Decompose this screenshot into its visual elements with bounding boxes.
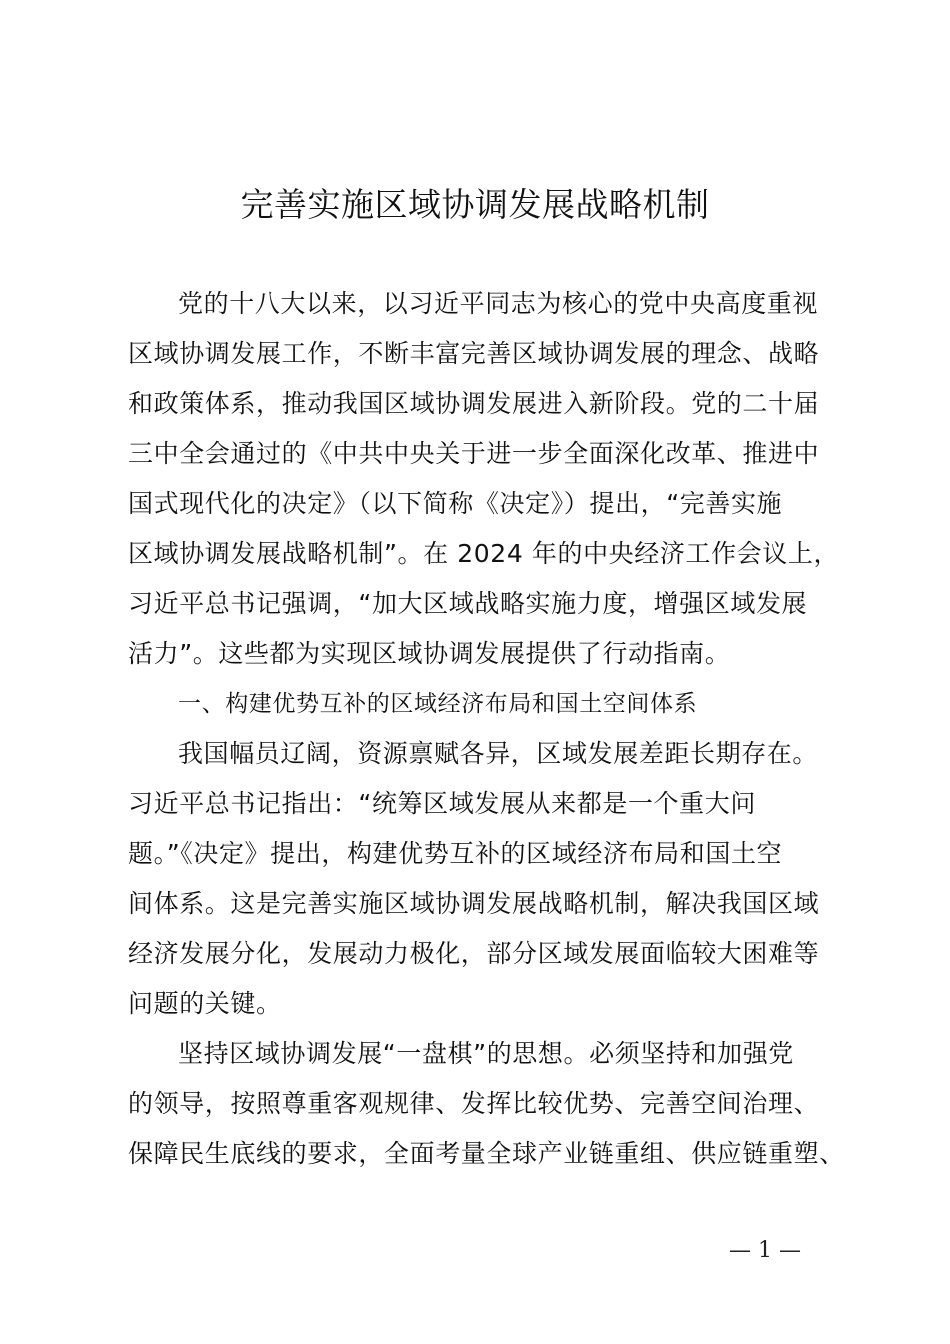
paragraph-line: 活力”。这些都为实现区域协调发展提供了行动指南。 [128, 639, 731, 668]
paragraph-line: 国式现代化的决定》（以下简称《决定》）提出，“完善实施 [128, 489, 783, 518]
paragraph-line: 题。”《决定》提出，构建优势互补的区域经济布局和国土空 [128, 839, 783, 868]
paragraph-line: 问题的关键。 [128, 989, 282, 1018]
section-heading: 一、构建优势互补的区域经济布局和国土空间体系 [178, 691, 698, 717]
paragraph-line: 和政策体系，推动我国区域协调发展进入新阶段。党的二十届 [128, 389, 820, 418]
paragraph-line: 区域协调发展工作，不断丰富完善区域协调发展的理念、战略 [128, 339, 820, 368]
document-title: 完善实施区域协调发展战略机制 [240, 185, 710, 224]
paragraph-line: 三中全会通过的《中共中央关于进一步全面深化改革、推进中 [128, 439, 820, 468]
page-number: — 1 — [729, 1238, 801, 1263]
paragraph-line: 我国幅员辽阔，资源禀赋各异，区域发展差距长期存在。 [178, 739, 819, 768]
paragraph-line: 间体系。这是完善实施区域协调发展战略机制，解决我国区域 [128, 889, 820, 918]
paragraph-line: 区域协调发展战略机制”。在 2024 年的中央经济工作会议上， [128, 539, 840, 568]
paragraph-line: 保障民生底线的要求，全面考量全球产业链重组、供应链重塑、 [128, 1139, 845, 1168]
paragraph-line: 经济发展分化，发展动力极化，部分区域发展面临较大困难等 [128, 939, 820, 968]
paragraph-line: 习近平总书记指出：“统筹区域发展从来都是一个重大问 [128, 789, 756, 818]
paragraph-line: 的领导，按照尊重客观规律、发挥比较优势、完善空间治理、 [128, 1089, 820, 1118]
paragraph-line: 习近平总书记强调，“加大区域战略实施力度，增强区域发展 [128, 589, 808, 618]
paragraph-line: 坚持区域协调发展“一盘棋”的思想。必须坚持和加强党 [178, 1039, 794, 1068]
paragraph-line: 党的十八大以来，以习近平同志为核心的党中央高度重视 [178, 289, 819, 318]
